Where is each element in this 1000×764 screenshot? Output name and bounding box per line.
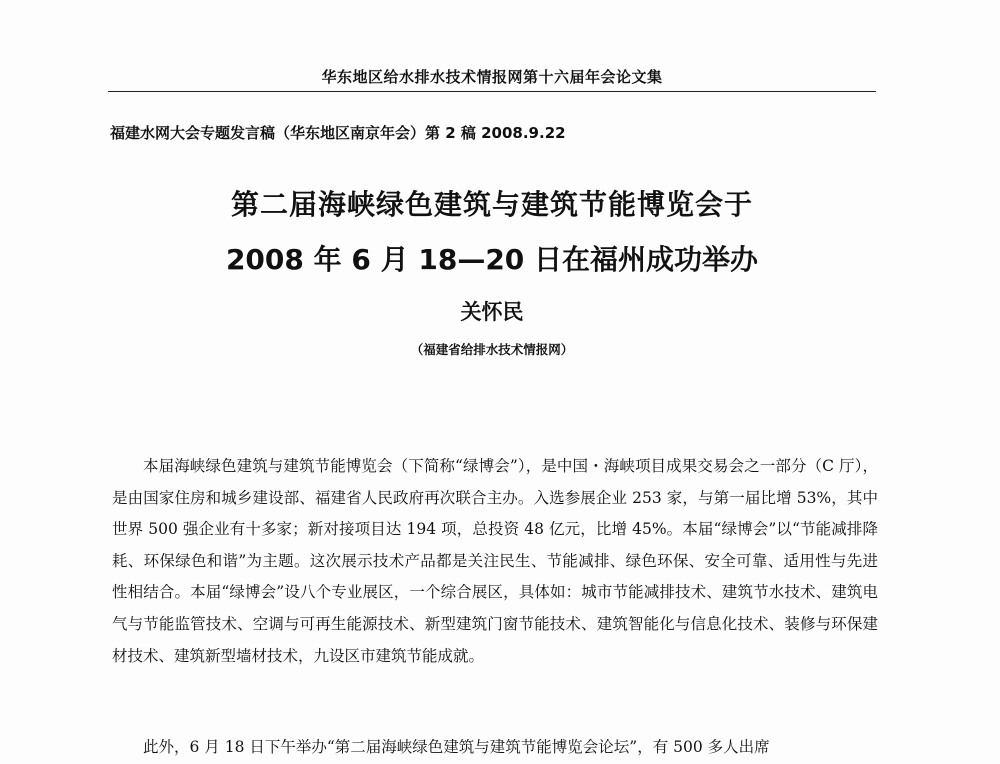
body-paragraph-1: 本届海峡绿色建筑与建筑节能博览会（下简称“绿博会”），是中国・海峡项目成果交易会之一部分（C 厅），是由国家住房和城乡建设部、福建省人民政府再次联合主办。入选参展企业 253 家，与第一届比增 53%，其中世界 500 强企业有十多家；新对接项目达 194 项，总投资 48 亿元，比增 45%。本届“绿博会”以“节能减排降耗、环保绿色和谐”为主题。这次展示技术产品都是关注民生、节能减排、绿色环保、安全可靠、适用性与先进性相结合。本届“绿博会”设八个专业展区，一个综合展区，具体如：城市节能减排技术、建筑节水技术、建筑电气与节能监管技术、空调与可再生能源技术、新型建筑门窗节能技术、建筑智能化与信息化技术、装修与环保建材技术、建筑新型墙材技术，九设区市建筑节能成就。 (112, 457, 878, 665)
article-title-line-1: 第二届海峡绿色建筑与建筑节能博览会于 (230, 188, 753, 221)
speech-note: 福建水网大会专题发言稿（华东地区南京年会）第 2 稿 2008.9.22 (110, 124, 566, 142)
header-rule (108, 91, 876, 92)
author-name: 关怀民 (460, 300, 524, 324)
running-header: 华东地区给水排水技术情报网第十六届年会论文集 (321, 68, 663, 86)
body-paragraph-2: 此外，6 月 18 日下午举办“第二届海峡绿色建筑与建筑节能博览会论坛”，有 500 多人出席 (143, 738, 770, 756)
article-title-line-2: 2008 年 6 月 18—20 日在福州成功举办 (225, 243, 759, 276)
author-affiliation: （福建省给排水技术情报网） (410, 342, 574, 357)
